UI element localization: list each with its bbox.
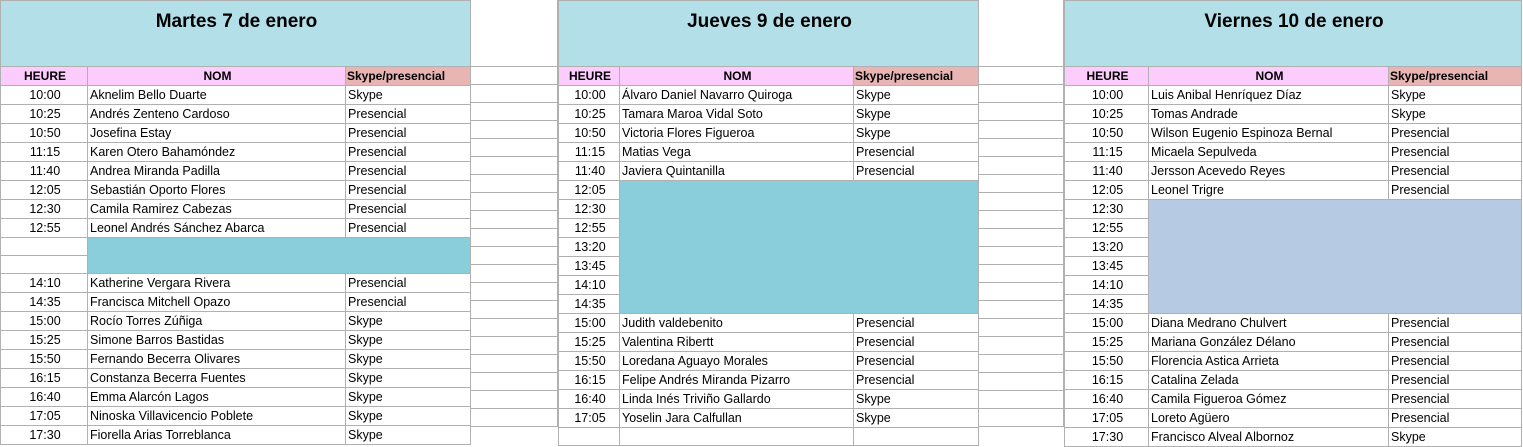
table-row [1065,371,1522,390]
table-row [1065,200,1522,219]
table-row [1,238,471,256]
time-cell: 14:35 [559,295,620,314]
table-row [1,407,471,426]
table-row [1065,143,1522,162]
mode-cell: Presencial [854,371,979,390]
table-row [1,124,471,143]
time-cell: 16:40 [559,390,620,409]
time-cell: 11:40 [1,162,88,181]
mode-cell: Presencial [346,293,471,312]
day-block-martes [0,0,471,445]
time-cell: 15:00 [559,314,620,333]
time-cell: 15:25 [1065,333,1149,352]
name-cell: Camila Ramirez Cabezas [88,200,346,219]
mode-cell: Presencial [346,143,471,162]
time-cell: 16:40 [1065,390,1149,409]
mode-cell: Skype [346,86,471,105]
mode-cell: Skype [854,105,979,124]
mode-cell: Presencial [854,352,979,371]
time-cell: 16:15 [559,371,620,390]
header-mode: Skype/presencial [346,67,471,86]
table-row [1065,409,1522,428]
table-row [559,143,979,162]
name-cell: Katherine Vergara Rivera [88,274,346,293]
name-cell: Judith valdebenito [620,314,854,333]
mode-cell [854,428,979,446]
name-cell: Josefina Estay [88,124,346,143]
time-cell [559,428,620,446]
time-cell: 14:10 [559,276,620,295]
mode-cell: Skype [1389,105,1522,124]
name-cell: Leonel Andrés Sánchez Abarca [88,219,346,238]
table-row [1065,428,1522,447]
time-cell: 11:40 [1065,162,1149,181]
name-cell: Tomas Andrade [1149,105,1389,124]
name-cell: Yoselin Jara Calfullan [620,409,854,428]
time-cell: 11:15 [559,143,620,162]
table-row [1,312,471,331]
time-cell: 12:55 [559,219,620,238]
name-cell: Camila Figueroa Gómez [1149,390,1389,409]
time-cell: 12:30 [1065,200,1149,219]
day-title: Martes 7 de enero [1,1,471,67]
table-row [1,388,471,407]
table-row [559,181,979,200]
schedule-table [0,0,471,445]
header-heure: HEURE [559,67,620,86]
time-cell: 17:30 [1,426,88,445]
mode-cell: Presencial [854,143,979,162]
mode-cell: Presencial [1389,409,1522,428]
time-cell: 11:15 [1065,143,1149,162]
time-cell: 16:40 [1,388,88,407]
time-cell: 12:30 [1,200,88,219]
name-cell: Emma Alarcón Lagos [88,388,346,407]
mode-cell: Presencial [346,124,471,143]
table-row [559,314,979,333]
name-cell: Micaela Sepulveda [1149,143,1389,162]
empty-slot-block [620,181,979,314]
table-row [1065,390,1522,409]
day-block-viernes [1064,0,1522,447]
schedule-table [1064,0,1522,447]
table-row [1065,162,1522,181]
table-row [1065,86,1522,105]
time-cell: 16:15 [1065,371,1149,390]
table-row [559,86,979,105]
time-cell: 15:25 [1,331,88,350]
mode-cell: Skype [346,350,471,369]
name-cell: Francisco Alveal Albornoz [1149,428,1389,447]
mode-cell: Presencial [854,333,979,352]
table-row [559,428,979,446]
name-cell: Álvaro Daniel Navarro Quiroga [620,86,854,105]
time-cell: 14:10 [1,274,88,293]
name-cell: Javiera Quintanilla [620,162,854,181]
time-cell: 17:30 [1065,428,1149,447]
header-row [1065,67,1522,86]
table-row [1,426,471,445]
time-cell: 11:40 [559,162,620,181]
name-cell: Sebastián Oporto Flores [88,181,346,200]
empty-slot-block [1149,200,1522,314]
header-mode: Skype/presencial [854,67,979,86]
time-cell: 17:05 [559,409,620,428]
table-row [559,390,979,409]
mode-cell: Presencial [1389,181,1522,200]
name-cell: Loredana Aguayo Morales [620,352,854,371]
empty-slot-block [88,238,471,274]
time-cell: 10:25 [1,105,88,124]
day-title: Viernes 10 de enero [1065,1,1522,67]
time-cell: 12:55 [1,219,88,238]
mode-cell: Presencial [1389,143,1522,162]
time-cell: 15:50 [1065,352,1149,371]
name-cell: Ninoska Villavicencio Poblete [88,407,346,426]
mode-cell: Presencial [346,200,471,219]
table-row [559,352,979,371]
name-cell: Felipe Andrés Miranda Pizarro [620,371,854,390]
table-row [1,105,471,124]
mode-cell: Skype [346,388,471,407]
mode-cell: Skype [346,426,471,445]
time-cell: 12:30 [559,200,620,219]
table-row [1065,124,1522,143]
table-row [1065,314,1522,333]
time-cell: 14:35 [1,293,88,312]
table-row [1,181,471,200]
header-row [1,67,471,86]
time-cell: 10:00 [1065,86,1149,105]
mode-cell: Skype [346,407,471,426]
time-cell: 12:05 [1065,181,1149,200]
day-title: Jueves 9 de enero [559,1,979,67]
time-cell: 15:50 [1,350,88,369]
mode-cell: Skype [854,86,979,105]
name-cell: Fiorella Arias Torreblanca [88,426,346,445]
table-row [1065,352,1522,371]
time-cell: 12:55 [1065,219,1149,238]
time-cell: 15:00 [1065,314,1149,333]
mode-cell: Skype [346,331,471,350]
table-row [1,274,471,293]
mode-cell: Presencial [854,314,979,333]
header-nom: NOM [1149,67,1389,86]
table-row [1,331,471,350]
name-cell: Diana Medrano Chulvert [1149,314,1389,333]
mode-cell: Skype [854,124,979,143]
header-heure: HEURE [1065,67,1149,86]
time-cell: 13:20 [559,238,620,257]
mode-cell: Presencial [1389,371,1522,390]
time-cell: 13:45 [559,257,620,276]
name-cell: Mariana González Délano [1149,333,1389,352]
table-row [559,105,979,124]
spacer-column [470,0,558,447]
name-cell: Victoria Flores Figueroa [620,124,854,143]
mode-cell: Presencial [1389,352,1522,371]
time-cell: 15:25 [559,333,620,352]
mode-cell: Presencial [1389,314,1522,333]
mode-cell: Presencial [346,105,471,124]
mode-cell: Presencial [1389,333,1522,352]
table-row [559,371,979,390]
table-row [1065,333,1522,352]
time-cell: 17:05 [1,407,88,426]
name-cell: Leonel Trigre [1149,181,1389,200]
time-cell: 12:05 [1,181,88,200]
name-cell: Francisca Mitchell Opazo [88,293,346,312]
table-row [559,333,979,352]
table-row [1,293,471,312]
time-cell: 10:50 [559,124,620,143]
time-cell: 11:15 [1,143,88,162]
name-cell: Jersson Acevedo Reyes [1149,162,1389,181]
name-cell: Andrés Zenteno Cardoso [88,105,346,124]
mode-cell: Presencial [1389,124,1522,143]
mode-cell: Skype [854,409,979,428]
time-cell: 14:35 [1065,295,1149,314]
mode-cell: Skype [854,390,979,409]
name-cell: Wilson Eugenio Espinoza Bernal [1149,124,1389,143]
name-cell: Fernando Becerra Olivares [88,350,346,369]
mode-cell: Skype [1389,86,1522,105]
mode-cell: Skype [1389,428,1522,447]
header-heure: HEURE [1,67,88,86]
time-cell: 10:00 [559,86,620,105]
time-cell: 10:50 [1,124,88,143]
table-row [1,350,471,369]
header-nom: NOM [88,67,346,86]
header-nom: NOM [620,67,854,86]
name-cell: Catalina Zelada [1149,371,1389,390]
name-cell: Aknelim Bello Duarte [88,86,346,105]
name-cell [620,428,854,446]
table-row [1,143,471,162]
table-row [1,369,471,388]
day-block-jueves [558,0,979,446]
name-cell: Tamara Maroa Vidal Soto [620,105,854,124]
name-cell: Constanza Becerra Fuentes [88,369,346,388]
table-row [559,162,979,181]
spacer-column [978,0,1064,447]
name-cell: Rocío Torres Zúñiga [88,312,346,331]
name-cell: Linda Inés Triviño Gallardo [620,390,854,409]
name-cell: Loreto Agüero [1149,409,1389,428]
table-row [1,219,471,238]
time-cell [1,238,88,256]
table-row [1065,181,1522,200]
time-cell: 15:50 [559,352,620,371]
mode-cell: Presencial [346,219,471,238]
time-cell [1,256,88,274]
mode-cell: Presencial [346,162,471,181]
name-cell: Simone Barros Bastidas [88,331,346,350]
time-cell: 10:50 [1065,124,1149,143]
table-row [559,124,979,143]
table-row [1065,105,1522,124]
time-cell: 13:20 [1065,238,1149,257]
mode-cell: Presencial [854,162,979,181]
header-mode: Skype/presencial [1389,67,1522,86]
table-row [559,409,979,428]
time-cell: 10:00 [1,86,88,105]
time-cell: 15:00 [1,312,88,331]
mode-cell: Presencial [1389,390,1522,409]
time-cell: 14:10 [1065,276,1149,295]
time-cell: 10:25 [559,105,620,124]
time-cell: 17:05 [1065,409,1149,428]
name-cell: Matias Vega [620,143,854,162]
table-row [1,200,471,219]
table-row [1,86,471,105]
schedule-table [558,0,979,446]
header-row [559,67,979,86]
mode-cell: Presencial [346,181,471,200]
mode-cell: Skype [346,312,471,331]
name-cell: Karen Otero Bahamóndez [88,143,346,162]
time-cell: 12:05 [559,181,620,200]
name-cell: Florencia Astica Arrieta [1149,352,1389,371]
name-cell: Andrea Miranda Padilla [88,162,346,181]
time-cell: 10:25 [1065,105,1149,124]
name-cell: Luis Anibal Henríquez Díaz [1149,86,1389,105]
mode-cell: Skype [346,369,471,388]
mode-cell: Presencial [1389,162,1522,181]
time-cell: 16:15 [1,369,88,388]
table-row [1,162,471,181]
name-cell: Valentina Ribertt [620,333,854,352]
time-cell: 13:45 [1065,257,1149,276]
mode-cell: Presencial [346,274,471,293]
